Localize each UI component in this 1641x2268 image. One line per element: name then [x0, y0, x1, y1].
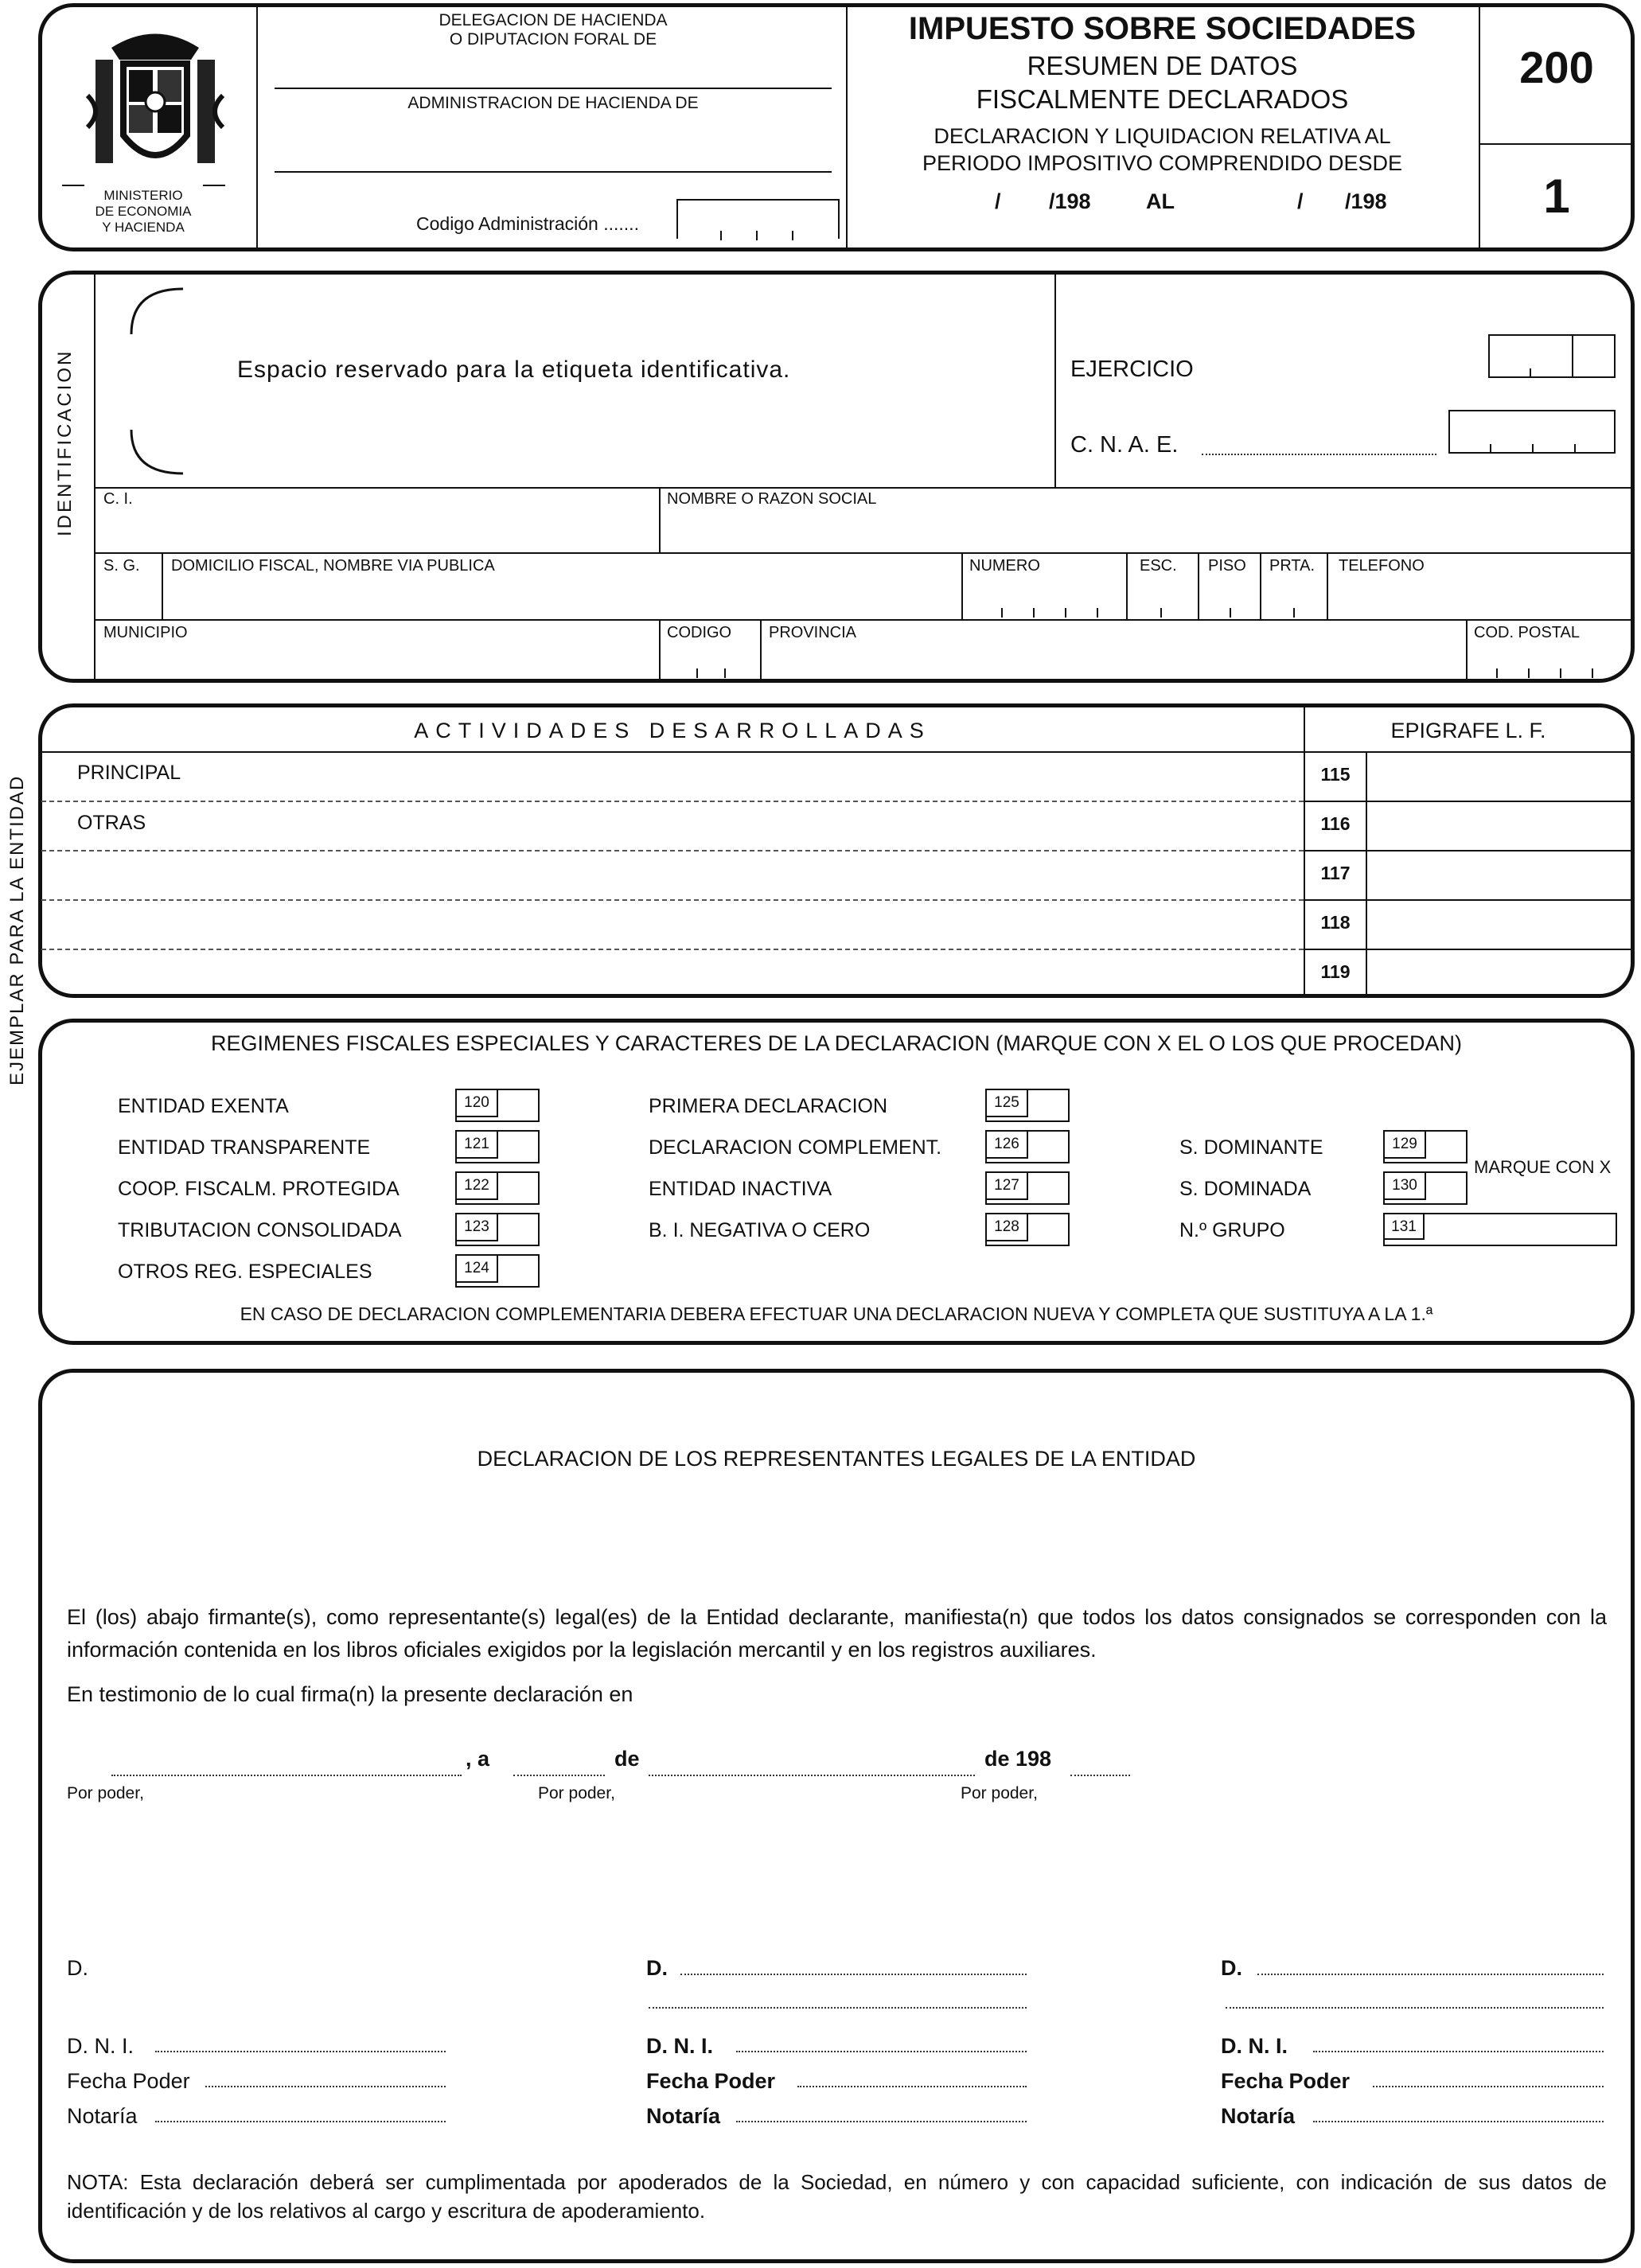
- period-year-2: /198: [1345, 189, 1387, 213]
- ejercicio-box[interactable]: [1488, 334, 1616, 378]
- form-title: IMPUESTO SOBRE SOCIEDADES: [908, 11, 1417, 46]
- code-121: 121: [457, 1132, 498, 1159]
- nota-text: NOTA: Esta declaración deberá ser cumplimentada por apoderados de la Sociedad, en número y con capacidad suficiente, con indicación de sus datos de identificación y de los relativos al cargo y escritura de apoderamiento.: [67, 2170, 1607, 2223]
- signer-1-dni-field[interactable]: [155, 2051, 446, 2052]
- actividad-principal-field[interactable]: [223, 754, 1297, 797]
- checkbox-123[interactable]: [455, 1213, 540, 1246]
- option-entidad-inactiva: ENTIDAD INACTIVA: [649, 1178, 832, 1200]
- por-poder-2: Por poder,: [538, 1784, 615, 1802]
- signer-3-fecha-field[interactable]: [1373, 2086, 1604, 2087]
- esc-label: ESC.: [1140, 557, 1177, 575]
- declaracion-title: DECLARACION DE LOS REPRESENTANTES LEGALES DE LA ENTIDAD: [477, 1447, 1196, 1471]
- declaracion-panel: [38, 1369, 1635, 2263]
- epigrafe-label: EPIGRAFE L. F.: [1390, 719, 1546, 742]
- signer-3-d: D.: [1221, 1956, 1242, 1980]
- signer-3-name-field[interactable]: [1257, 1974, 1604, 1975]
- ministry-line-3: Y HACIENDA: [102, 220, 185, 235]
- cod-postal-label: COD. POSTAL: [1474, 624, 1580, 641]
- code-128: 128: [987, 1214, 1028, 1241]
- signer-3-notaria-field[interactable]: [1313, 2121, 1604, 2122]
- por-poder-1: Por poder,: [67, 1784, 144, 1802]
- cnae-label: C. N. A. E.: [1070, 432, 1179, 458]
- signer-1-dni: D. N. I.: [67, 2034, 134, 2058]
- codigo-label: CODIGO: [667, 624, 732, 641]
- domicilio-label: DOMICILIO FISCAL, NOMBRE VIA PUBLICA: [171, 557, 495, 575]
- signer-2-notaria-field[interactable]: [736, 2121, 1027, 2122]
- form-subtitle-3: DECLARACION Y LIQUIDACION RELATIVA AL: [934, 124, 1391, 148]
- delegacion-line-1: DELEGACION DE HACIENDA: [439, 11, 668, 29]
- actividad-otras-field[interactable]: [175, 804, 1297, 847]
- signer-3-name-field-2[interactable]: [1226, 2007, 1604, 2009]
- signer-2-name-field[interactable]: [680, 1974, 1027, 1975]
- month-field[interactable]: [649, 1775, 975, 1776]
- codigo-admin-box[interactable]: [676, 199, 840, 239]
- signer-2-fecha-field[interactable]: [797, 2086, 1027, 2087]
- epigrafe-code-115: 115: [1320, 764, 1351, 785]
- delegacion-line-2: O DIPUTACION FORAL DE: [449, 30, 657, 49]
- code-126: 126: [987, 1132, 1028, 1159]
- checkbox-129[interactable]: [1383, 1130, 1468, 1163]
- code-124: 124: [457, 1256, 498, 1283]
- codigo-admin-label: Codigo Administración .......: [416, 213, 639, 234]
- ejercicio-label: EJERCICIO: [1070, 357, 1194, 382]
- administracion-label: ADMINISTRACION DE HACIENDA DE: [407, 94, 699, 112]
- period-al: AL: [1146, 189, 1175, 213]
- signer-1-notaria-field[interactable]: [155, 2121, 446, 2122]
- etiqueta-space: Espacio reservado para la etiqueta identificativa.: [237, 357, 791, 383]
- marque-con-x-label: MARQUE CON X: [1474, 1157, 1612, 1177]
- signer-3-notaria: Notaría: [1221, 2104, 1296, 2128]
- provincia-label: PROVINCIA: [769, 624, 857, 641]
- code-123: 123: [457, 1214, 498, 1241]
- form-subtitle-2: FISCALMENTE DECLARADOS: [976, 84, 1349, 114]
- form-subtitle-1: RESUMEN DE DATOS: [1027, 51, 1298, 80]
- date-de-label: de: [614, 1747, 640, 1771]
- option-bi-negativa: B. I. NEGATIVA O CERO: [649, 1219, 871, 1241]
- epigrafe-field-115[interactable]: [1367, 754, 1630, 797]
- coat-of-arms-icon: [80, 24, 231, 183]
- code-130: 130: [1385, 1173, 1426, 1200]
- day-field[interactable]: [513, 1775, 605, 1776]
- option-primera-declaracion: PRIMERA DECLARACION: [649, 1095, 888, 1117]
- period-year-1: /198: [1049, 189, 1091, 213]
- regimenes-note: EN CASO DE DECLARACION COMPLEMENTARIA DEBERA EFECTUAR UNA DECLARACION NUEVA Y COMPLETA QUE SUSTITUYA A LA 1.ª: [240, 1304, 1433, 1324]
- administracion-field[interactable]: [275, 171, 832, 173]
- signer-2-notaria: Notaría: [646, 2104, 721, 2128]
- checkbox-126[interactable]: [985, 1130, 1070, 1163]
- municipio-field[interactable]: [95, 643, 657, 678]
- code-125: 125: [987, 1090, 1028, 1117]
- option-declaracion-complement: DECLARACION COMPLEMENT.: [649, 1136, 942, 1159]
- date-a-label: , a: [466, 1747, 490, 1771]
- option-entidad-transparente: ENTIDAD TRANSPARENTE: [118, 1136, 371, 1159]
- checkbox-130[interactable]: [1383, 1171, 1468, 1205]
- code-127: 127: [987, 1173, 1028, 1200]
- signer-2-name-field-2[interactable]: [649, 2007, 1027, 2009]
- epigrafe-code-116: 116: [1320, 813, 1351, 834]
- signer-1-fecha-poder: Fecha Poder: [67, 2069, 190, 2093]
- actividad-row-119-field[interactable]: [48, 952, 1297, 992]
- signer-2-fecha-poder: Fecha Poder: [646, 2069, 776, 2093]
- signer-1-d: D.: [67, 1956, 88, 1980]
- epigrafe-code-119: 119: [1320, 961, 1351, 982]
- checkbox-120[interactable]: [455, 1089, 540, 1122]
- page-number: 1: [1543, 170, 1570, 223]
- checkbox-127[interactable]: [985, 1171, 1070, 1205]
- option-s-dominada: S. DOMINADA: [1179, 1178, 1312, 1200]
- signer-2-d: D.: [646, 1956, 668, 1980]
- domicilio-field[interactable]: [163, 576, 959, 616]
- form-subtitle-4: PERIODO IMPOSITIVO COMPRENDIDO DESDE: [922, 151, 1403, 175]
- actividad-otras-label: OTRAS: [77, 812, 146, 834]
- provincia-field[interactable]: [762, 643, 1463, 678]
- model-number: 200: [1519, 42, 1594, 92]
- signer-3-dni-field[interactable]: [1313, 2051, 1604, 2052]
- epigrafe-field-119[interactable]: [1367, 952, 1630, 992]
- identificacion-panel: [38, 271, 1635, 683]
- ci-label: C. I.: [103, 490, 133, 508]
- sg-label: S. G.: [103, 557, 140, 575]
- checkbox-125[interactable]: [985, 1089, 1070, 1122]
- telefono-field[interactable]: [1329, 576, 1625, 616]
- numero-label: NUMERO: [969, 557, 1040, 575]
- signer-3-dni: D. N. I.: [1221, 2034, 1288, 2058]
- code-120: 120: [457, 1090, 498, 1117]
- nombre-label: NOMBRE O RAZON SOCIAL: [667, 490, 877, 508]
- checkbox-128[interactable]: [985, 1213, 1070, 1246]
- signer-1-notaria: Notaría: [67, 2104, 138, 2128]
- option-coop-fiscalm-protegida: COOP. FISCALM. PROTEGIDA: [118, 1178, 400, 1200]
- epigrafe-code-117: 117: [1320, 863, 1351, 883]
- code-129: 129: [1385, 1132, 1426, 1159]
- year-field[interactable]: [1070, 1775, 1130, 1776]
- actividades-title: ACTIVIDADES DESARROLLADAS: [414, 719, 931, 742]
- option-n-grupo: N.º GRUPO: [1179, 1219, 1285, 1241]
- signer-1-fecha-field[interactable]: [205, 2086, 446, 2087]
- period-slash-2: /: [1297, 189, 1304, 213]
- signer-3-fecha-poder: Fecha Poder: [1221, 2069, 1351, 2093]
- epigrafe-field-116[interactable]: [1367, 804, 1630, 847]
- checkbox-124[interactable]: [455, 1254, 540, 1288]
- code-122: 122: [457, 1173, 498, 1200]
- checkbox-122[interactable]: [455, 1171, 540, 1205]
- actividad-row-117-field[interactable]: [48, 853, 1297, 896]
- side-label: EJEMPLAR PARA LA ENTIDAD: [6, 774, 28, 1085]
- period-slash-1: /: [995, 189, 1001, 213]
- actividad-row-118-field[interactable]: [48, 902, 1297, 945]
- regimenes-title: REGIMENES FISCALES ESPECIALES Y CARACTERES DE LA DECLARACION (MARQUE CON X EL O LOS QUE PROCEDAN): [211, 1031, 1462, 1055]
- place-field[interactable]: [111, 1775, 462, 1776]
- option-tributacion-consolidada: TRIBUTACION CONSOLIDADA: [118, 1219, 402, 1241]
- actividad-principal-label: PRINCIPAL: [77, 762, 181, 784]
- signer-2-dni-field[interactable]: [736, 2051, 1027, 2052]
- telefono-label: TELEFONO: [1339, 557, 1425, 575]
- nombre-field[interactable]: [662, 509, 1625, 549]
- ci-field[interactable]: [95, 509, 657, 549]
- piso-label: PISO: [1208, 557, 1246, 575]
- code-131: 131: [1385, 1214, 1425, 1240]
- option-entidad-exenta: ENTIDAD EXENTA: [118, 1095, 289, 1117]
- date-year-label: de 198: [984, 1747, 1052, 1771]
- option-s-dominante: S. DOMINANTE: [1179, 1136, 1323, 1159]
- epigrafe-field-118[interactable]: [1367, 902, 1630, 945]
- ministry-line-2: DE ECONOMIA: [95, 204, 192, 219]
- option-otros-reg-especiales: OTROS REG. ESPECIALES: [118, 1261, 372, 1283]
- delegacion-field[interactable]: [275, 88, 832, 89]
- por-poder-3: Por poder,: [961, 1784, 1038, 1802]
- prta-label: PRTA.: [1269, 557, 1316, 575]
- identificacion-side-label: IDENTIFICACION: [54, 349, 76, 536]
- municipio-label: MUNICIPIO: [103, 624, 188, 641]
- declaracion-paragraph: El (los) abajo firmante(s), como representante(s) legal(es) de la Entidad declarante, manifiesta(n) que todos los datos consignados se corresponden con la información contenida en los libros oficiales exigidos por la legislación mercantil y en los registros auxiliares.: [67, 1605, 1607, 1662]
- checkbox-121[interactable]: [455, 1130, 540, 1163]
- epigrafe-code-118: 118: [1320, 912, 1351, 933]
- testimonio-text: En testimonio de lo cual firma(n) la presente declaración en: [67, 1682, 633, 1706]
- label-corner-marks: [123, 286, 187, 477]
- signer-2-dni: D. N. I.: [646, 2034, 714, 2058]
- epigrafe-field-117[interactable]: [1367, 853, 1630, 896]
- ministry-line-1: MINISTERIO: [103, 188, 183, 203]
